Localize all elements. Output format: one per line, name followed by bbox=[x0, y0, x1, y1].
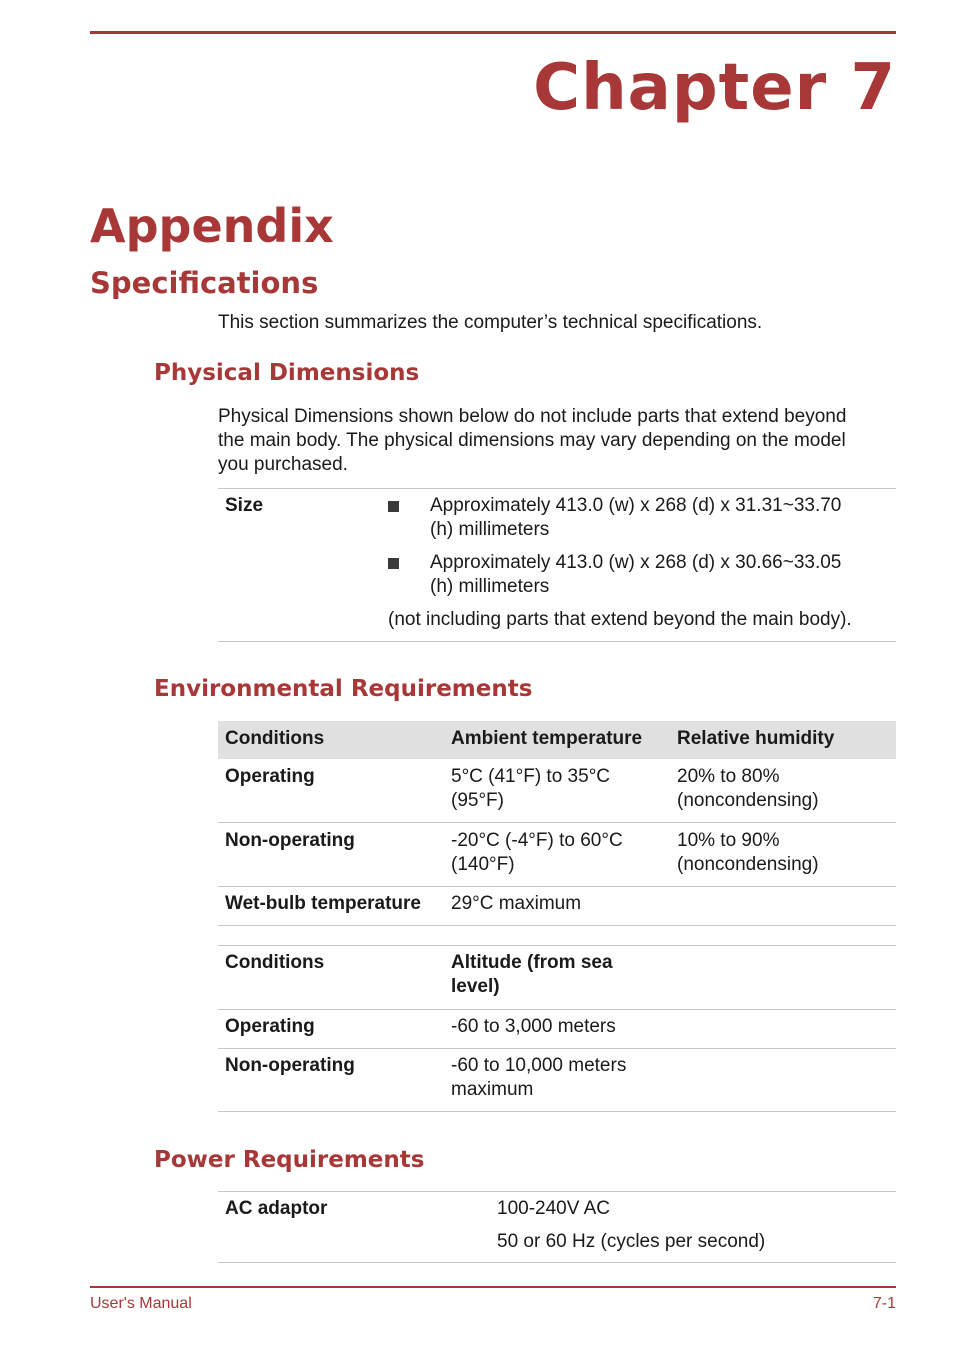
table-rule bbox=[218, 1009, 896, 1010]
ac-adaptor-label: AC adaptor bbox=[225, 1198, 328, 1219]
text-line: the main body. The physical dimensions may vary depending on the model bbox=[218, 430, 846, 451]
text-line: (140°F) bbox=[451, 854, 515, 875]
table-rule bbox=[218, 945, 896, 946]
text-line: Physical Dimensions shown below do not include parts that extend beyond bbox=[218, 406, 847, 427]
footer-manual-name: User's Manual bbox=[90, 1295, 192, 1312]
text-line: you purchased. bbox=[218, 454, 348, 475]
table-rule bbox=[218, 1111, 896, 1112]
text-line: Altitude (from sea bbox=[451, 952, 613, 973]
text-line: maximum bbox=[451, 1079, 534, 1100]
section-title: Specifications bbox=[90, 266, 319, 300]
text-line: (h) millimeters bbox=[430, 519, 550, 540]
text-line: -20°C (-4°F) to 60°C bbox=[451, 830, 623, 851]
text-line: 5°C (41°F) to 35°C bbox=[451, 766, 611, 787]
text-line: 10% to 90% bbox=[677, 830, 780, 851]
page-title: Appendix bbox=[90, 199, 334, 253]
physical-dimensions-heading: Physical Dimensions bbox=[154, 360, 420, 386]
cell-humidity bbox=[677, 829, 819, 877]
text-line: (h) millimeters bbox=[430, 576, 550, 597]
text-line: (noncondensing) bbox=[677, 790, 819, 811]
text-line: level) bbox=[451, 976, 500, 997]
table-rule bbox=[218, 1048, 896, 1049]
top-rule bbox=[90, 31, 896, 34]
table-rule bbox=[218, 1262, 896, 1263]
section-intro: This section summarizes the computer’s technical specifications. bbox=[218, 312, 763, 333]
bottom-rule bbox=[90, 1286, 896, 1288]
text-line: 20% to 80% bbox=[677, 766, 780, 787]
cell-temperature bbox=[451, 829, 623, 877]
header-relative-humidity: Relative humidity bbox=[677, 728, 835, 749]
table-rule bbox=[218, 641, 896, 642]
environmental-heading: Environmental Requirements bbox=[154, 676, 533, 702]
row-label-wet-bulb: Wet-bulb temperature bbox=[225, 893, 422, 914]
table-rule bbox=[218, 925, 896, 926]
size-note: (not including parts that extend beyond the main body). bbox=[388, 609, 852, 630]
physical-dimensions-text bbox=[218, 405, 898, 477]
row-label-operating: Operating bbox=[225, 1016, 315, 1037]
table-rule bbox=[218, 822, 896, 823]
cell-wet-bulb: 29°C maximum bbox=[451, 893, 582, 914]
table-rule bbox=[218, 886, 896, 887]
row-label-non-operating: Non-operating bbox=[225, 1055, 355, 1076]
power-heading: Power Requirements bbox=[154, 1147, 425, 1173]
bullet-icon bbox=[388, 501, 399, 512]
chapter-heading: Chapter 7 bbox=[533, 51, 896, 125]
cell-altitude bbox=[451, 1054, 626, 1102]
text-line: (95°F) bbox=[451, 790, 504, 811]
header-conditions: Conditions bbox=[225, 952, 325, 973]
ac-adaptor-voltage: 100-240V AC bbox=[497, 1198, 611, 1219]
table-rule bbox=[218, 488, 896, 489]
footer-page-number: 7-1 bbox=[872, 1295, 896, 1312]
text-line: -60 to 10,000 meters bbox=[451, 1055, 627, 1076]
bullet-icon bbox=[388, 558, 399, 569]
header-altitude bbox=[451, 951, 613, 999]
cell-humidity bbox=[677, 765, 819, 813]
header-conditions: Conditions bbox=[225, 728, 325, 749]
size-item bbox=[430, 551, 841, 599]
size-item bbox=[430, 494, 841, 542]
row-label-non-operating: Non-operating bbox=[225, 830, 355, 851]
text-line: (noncondensing) bbox=[677, 854, 819, 875]
text-line: Approximately 413.0 (w) x 268 (d) x 30.66~33.05 bbox=[430, 552, 842, 573]
table-rule bbox=[218, 1191, 896, 1192]
cell-temperature bbox=[451, 765, 610, 813]
text-line: Approximately 413.0 (w) x 268 (d) x 31.31~33.70 bbox=[430, 495, 842, 516]
row-label-operating: Operating bbox=[225, 766, 315, 787]
size-label: Size bbox=[225, 495, 264, 516]
cell-altitude: -60 to 3,000 meters bbox=[451, 1016, 616, 1037]
ac-adaptor-frequency: 50 or 60 Hz (cycles per second) bbox=[497, 1231, 766, 1252]
header-ambient-temperature: Ambient temperature bbox=[451, 728, 643, 749]
